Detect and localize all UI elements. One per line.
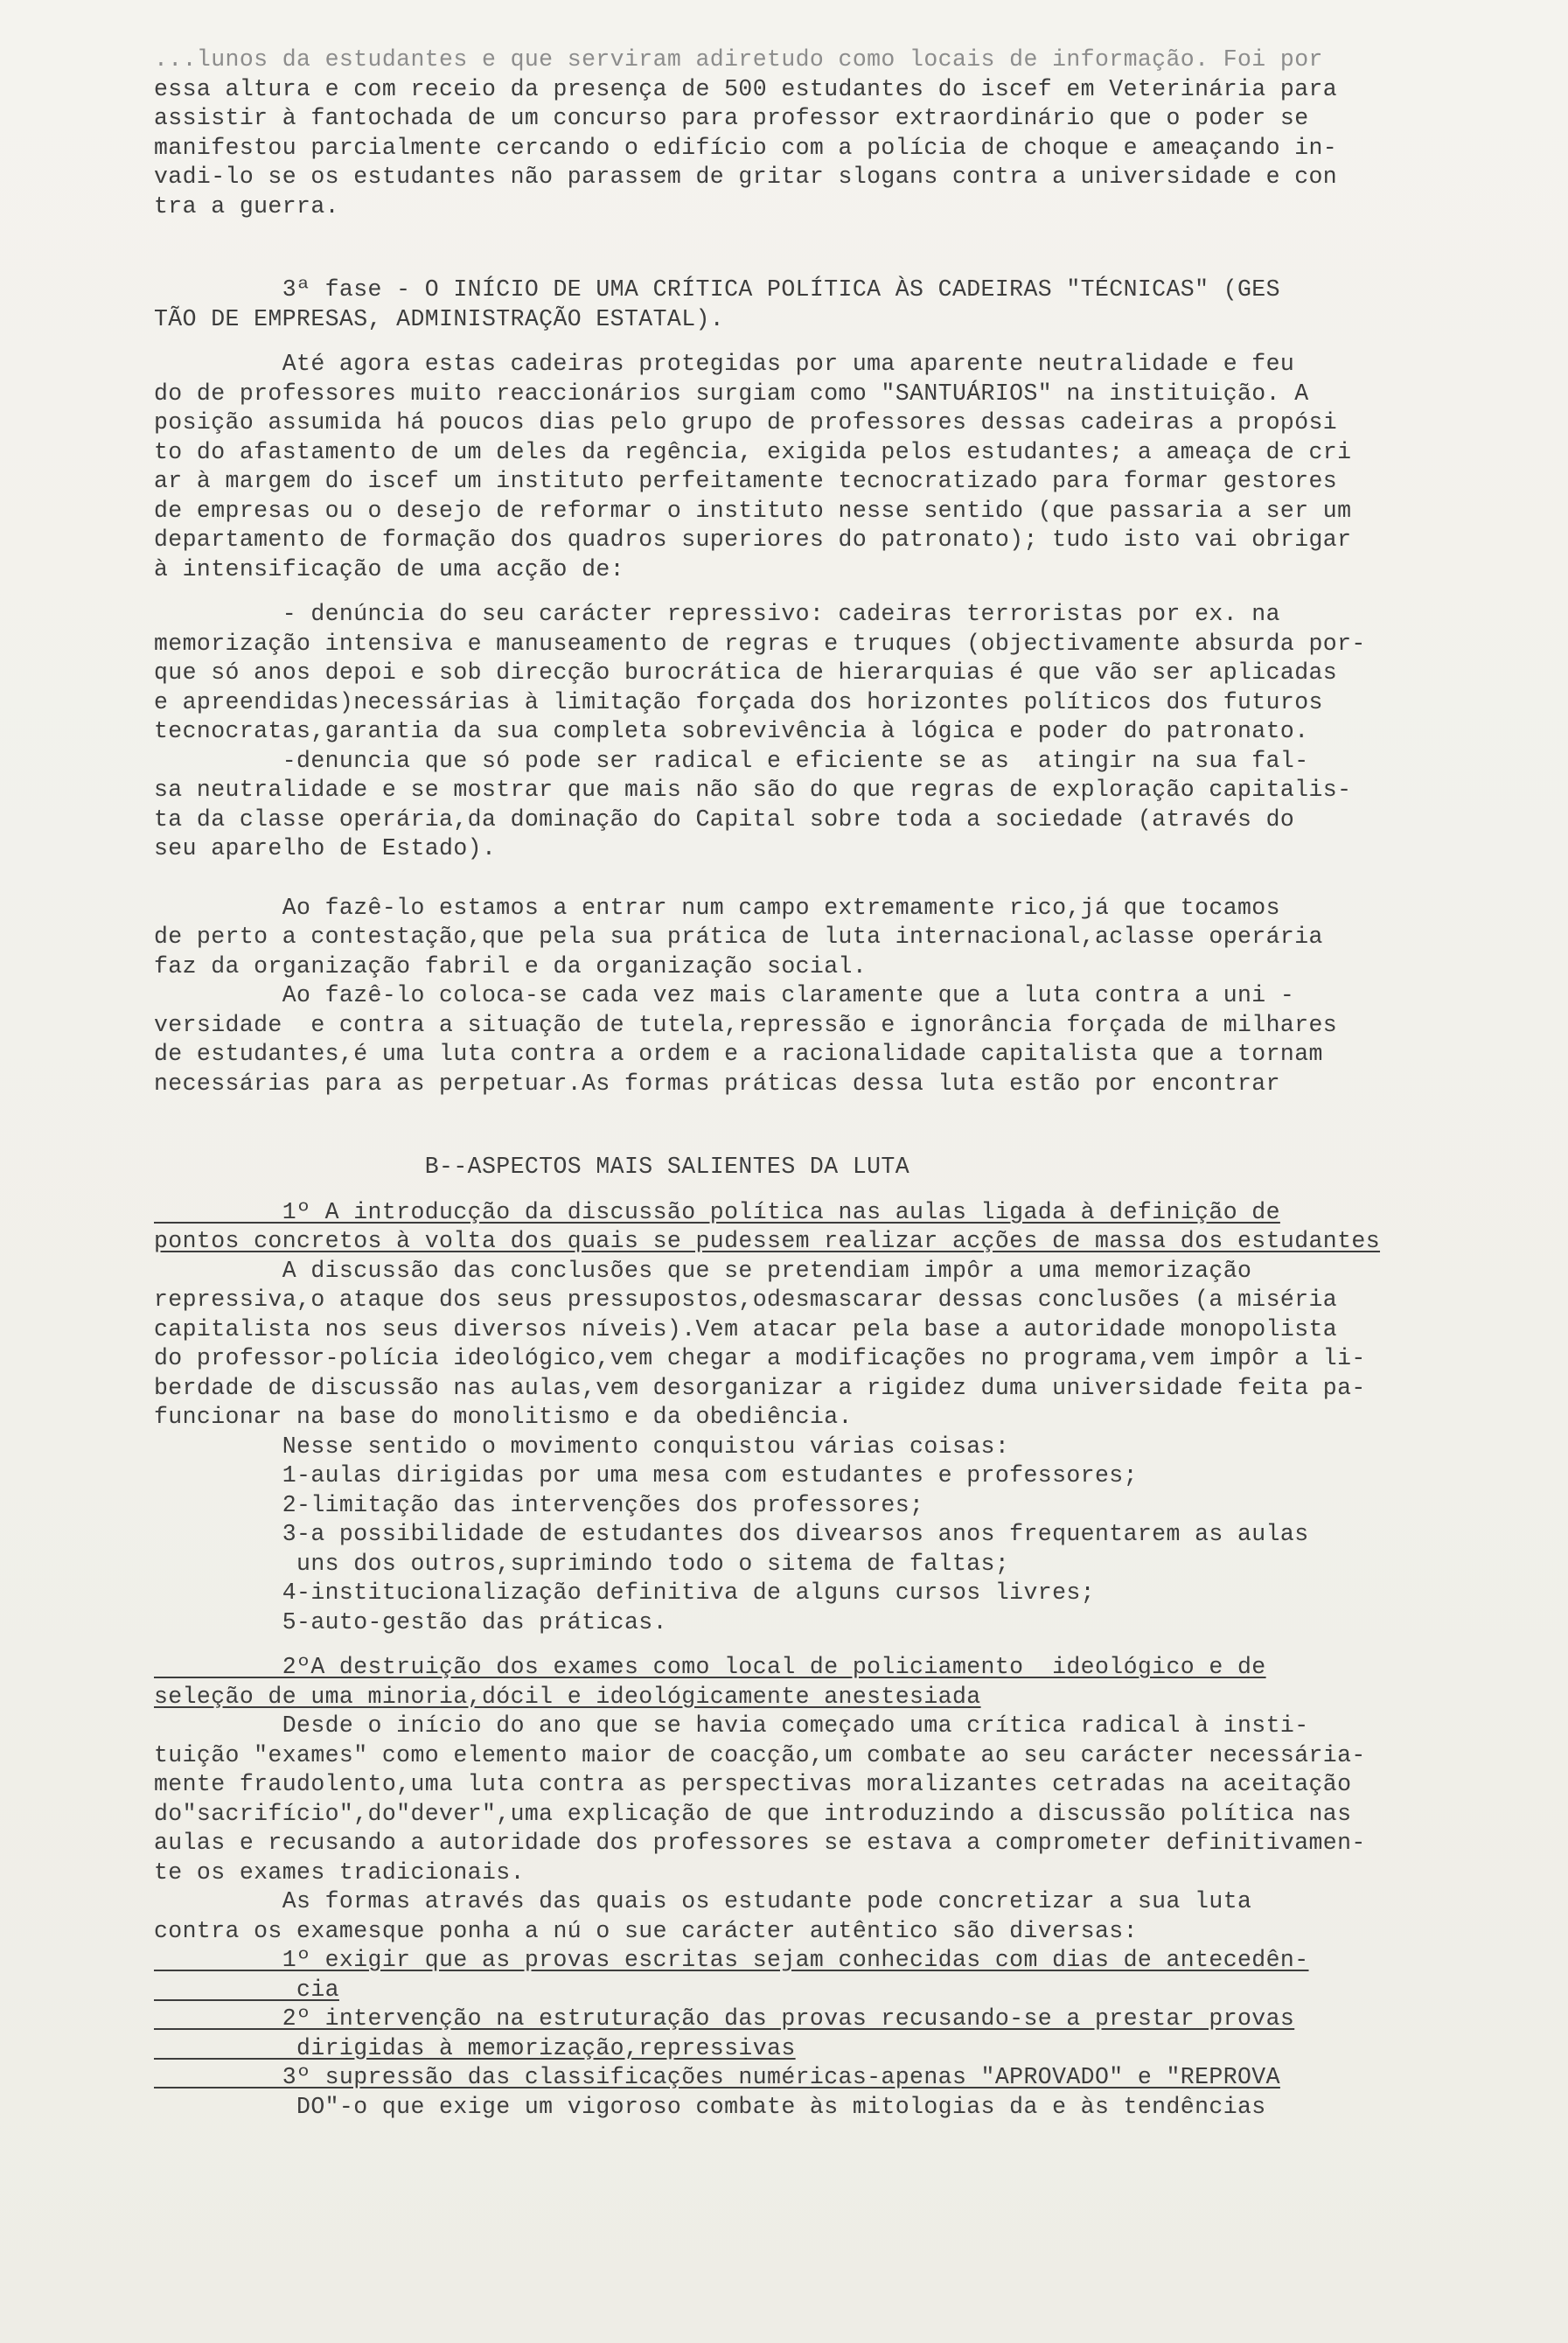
text-line: -denuncia que só pode ser radical e eficiente se as atingir na sua fal- bbox=[154, 747, 1309, 774]
text-line: seleção de uma minoria,dócil e ideológicamente anestesiada bbox=[154, 1683, 981, 1710]
text-line: DO"-o que exige um vigoroso combate às mitologias da e às tendências bbox=[154, 2093, 1266, 2120]
text-line: de perto a contestação,que pela sua prática de luta internacional,aclasse operária bbox=[154, 924, 1323, 950]
text-line: te os exames tradicionais. bbox=[154, 1858, 525, 1886]
text-line: de estudantes,é uma luta contra a ordem e a racionalidade capitalista que a tornam bbox=[154, 1041, 1323, 1067]
text-line: contra os examesque ponha a nú o sue carácter autêntico são diversas: bbox=[154, 1917, 1138, 1944]
text-line: 4-institucionalização definitiva de alguns cursos livres; bbox=[154, 1579, 1095, 1606]
text-line: tecnocratas,garantia da sua completa sobrevivência à lógica e poder do patronato. bbox=[154, 718, 1309, 744]
text-line: capitalista nos seus diversos níveis).Vem atacar pela base a autoridade monopolista bbox=[154, 1315, 1338, 1342]
text-line: versidade e contra a situação de tutela,repressão e ignorância forçada de milhares bbox=[154, 1011, 1338, 1038]
text-line: que só anos depoi e sob direcção burocrática de hierarquias é que vão ser aplicadas bbox=[154, 659, 1338, 686]
text-line: aulas e recusando a autoridade dos professores se estava a comprometer definitivamen- bbox=[154, 1830, 1366, 1856]
text-line: Ao fazê-lo coloca-se cada vez mais claramente que a luta contra a uni - bbox=[154, 982, 1295, 1008]
text-line: 2-limitação das intervenções dos professores; bbox=[154, 1491, 924, 1518]
text-line: B--ASPECTOS MAIS SALIENTES DA LUTA bbox=[154, 1154, 910, 1180]
paragraph-gap bbox=[154, 864, 1387, 894]
text-line: Ao fazê-lo estamos a entrar num campo extremamente rico,já que tocamos bbox=[154, 894, 1280, 921]
text-line: de empresas ou o desejo de reformar o instituto nesse sentido (que passaria a ser um bbox=[154, 497, 1352, 524]
text-line: ...lunos da estudantes e que serviram adiretudo como locais de informação. Foi por bbox=[154, 46, 1323, 73]
text-line: posição assumida há poucos dias pelo grupo de professores dessas cadeiras a propósi bbox=[154, 409, 1338, 436]
text-line: do"sacrifício",do"dever",uma explicação de que introduzindo a discussão política nas bbox=[154, 1800, 1352, 1827]
text-line: memorização intensiva e manuseamento de regras e truques (objectivamente absurda por- bbox=[154, 630, 1366, 657]
text-line: do professor-polícia ideológico,vem chegar a modificações no programa,vem impôr a li- bbox=[154, 1345, 1366, 1371]
text-line: - denúncia do seu carácter repressivo: cadeiras terroristas por ex. na bbox=[154, 601, 1280, 627]
text-line: 5-auto-gestão das práticas. bbox=[154, 1608, 667, 1635]
text-line: Nesse sentido o movimento conquistou várias coisas: bbox=[154, 1433, 1010, 1460]
text-line: 3ª fase - O INÍCIO DE UMA CRÍTICA POLÍTICA ÀS CADEIRAS "TÉCNICAS" (GES bbox=[154, 276, 1280, 303]
paragraph-gap bbox=[154, 1637, 1387, 1653]
text-line: faz da organização fabril e da organização social. bbox=[154, 952, 868, 980]
text-line: 2º intervenção na estruturação das provas recusando-se a prestar provas bbox=[154, 2005, 1295, 2032]
text-line: cia bbox=[154, 1976, 339, 2003]
text-line: tuição "exames" como elemento maior de coacção,um combate ao seu carácter necessária- bbox=[154, 1741, 1366, 1768]
text-line: 3-a possibilidade de estudantes dos divearsos anos frequentarem as aulas bbox=[154, 1521, 1309, 1547]
paragraph-gap bbox=[154, 221, 1387, 275]
text-line: TÃO DE EMPRESAS, ADMINISTRAÇÃO ESTATAL). bbox=[154, 305, 725, 332]
text-line: funcionar na base do monolitismo e da obediência. bbox=[154, 1404, 853, 1430]
text-line: necessárias para as perpetuar.As formas práticas dessa luta estão por encontrar bbox=[154, 1070, 1280, 1097]
text-line: A discussão das conclusões que se pretendiam impôr a uma memorização bbox=[154, 1257, 1252, 1284]
text-line: mente fraudolento,uma luta contra as perspectivas moralizantes cetradas na aceitação bbox=[154, 1771, 1352, 1797]
text-line: 1-aulas dirigidas por uma mesa com estudantes e professores; bbox=[154, 1462, 1138, 1489]
text-line: berdade de discussão nas aulas,vem desorganizar a rigidez duma universidade feita pa- bbox=[154, 1374, 1366, 1401]
text-line: manifestou parcialmente cercando o edifício com a polícia de choque e ameaçando in- bbox=[154, 134, 1338, 161]
text-line: ar à margem do iscef um instituto perfeitamente tecnocratizado para formar gestores bbox=[154, 468, 1338, 494]
text-line: assistir à fantochada de um concurso para professor extraordinário que o poder se bbox=[154, 105, 1309, 131]
text-line: As formas através das quais os estudante pode concretizar a sua luta bbox=[154, 1888, 1252, 1914]
typewritten-text bbox=[154, 45, 1387, 2122]
text-line: Até agora estas cadeiras protegidas por uma aparente neutralidade e feu bbox=[154, 351, 1295, 377]
paragraph-gap bbox=[154, 584, 1387, 600]
text-line: 1º exigir que as provas escritas sejam conhecidas com dias de antecedên- bbox=[154, 1947, 1309, 1973]
text-line: essa altura e com receio da presença de 500 estudantes do iscef em Veterinária para bbox=[154, 75, 1338, 102]
text-line: to do afastamento de um deles da regência, exigida pelos estudantes; a ameaça de cri bbox=[154, 438, 1352, 465]
text-line: 2ºA destruição dos exames como local de policiamento ideológico e de bbox=[154, 1654, 1266, 1680]
text-line: tra a guerra. bbox=[154, 192, 339, 220]
text-line: seu aparelho de Estado). bbox=[154, 835, 497, 861]
text-line: uns dos outros,suprimindo todo o sitema de faltas; bbox=[154, 1550, 1010, 1577]
text-line: 3º supressão das classificações numéricas-apenas "APROVADO" e "REPROVA bbox=[154, 2064, 1280, 2090]
text-line: repressiva,o ataque dos seus pressupostos,odesmascarar dessas conclusões (a miséria bbox=[154, 1287, 1338, 1313]
paragraph-gap bbox=[154, 1098, 1387, 1153]
text-line: vadi-lo se os estudantes não parassem de gritar slogans contra a universidade e con bbox=[154, 164, 1338, 190]
text-line: dirigidas à memorização,repressivas bbox=[154, 2034, 796, 2061]
text-line: departamento de formação dos quadros superiores do patronato); tudo isto vai obrigar bbox=[154, 526, 1352, 553]
text-line: e apreendidas)necessárias à limitação forçada dos horizontes políticos dos futuros bbox=[154, 688, 1323, 715]
text-line: sa neutralidade e se mostrar que mais não são do que regras de exploração capitalis- bbox=[154, 777, 1352, 803]
paragraph-gap bbox=[154, 334, 1387, 350]
text-line: ta da classe operária,da dominação do Capital sobre toda a sociedade (através do bbox=[154, 805, 1295, 833]
paragraph-gap bbox=[154, 1182, 1387, 1198]
text-line: à intensificação de uma acção de: bbox=[154, 555, 624, 582]
text-line: pontos concretos à volta dos quais se pudessem realizar acções de massa dos estudantes bbox=[154, 1228, 1381, 1254]
text-line: do de professores muito reaccionários surgiam como "SANTUÁRIOS" na instituição. A bbox=[154, 380, 1309, 407]
text-line: Desde o início do ano que se havia começado uma crítica radical à insti- bbox=[154, 1712, 1309, 1739]
text-line: 1º A introducção da discussão política nas aulas ligada à definição de bbox=[154, 1198, 1280, 1225]
